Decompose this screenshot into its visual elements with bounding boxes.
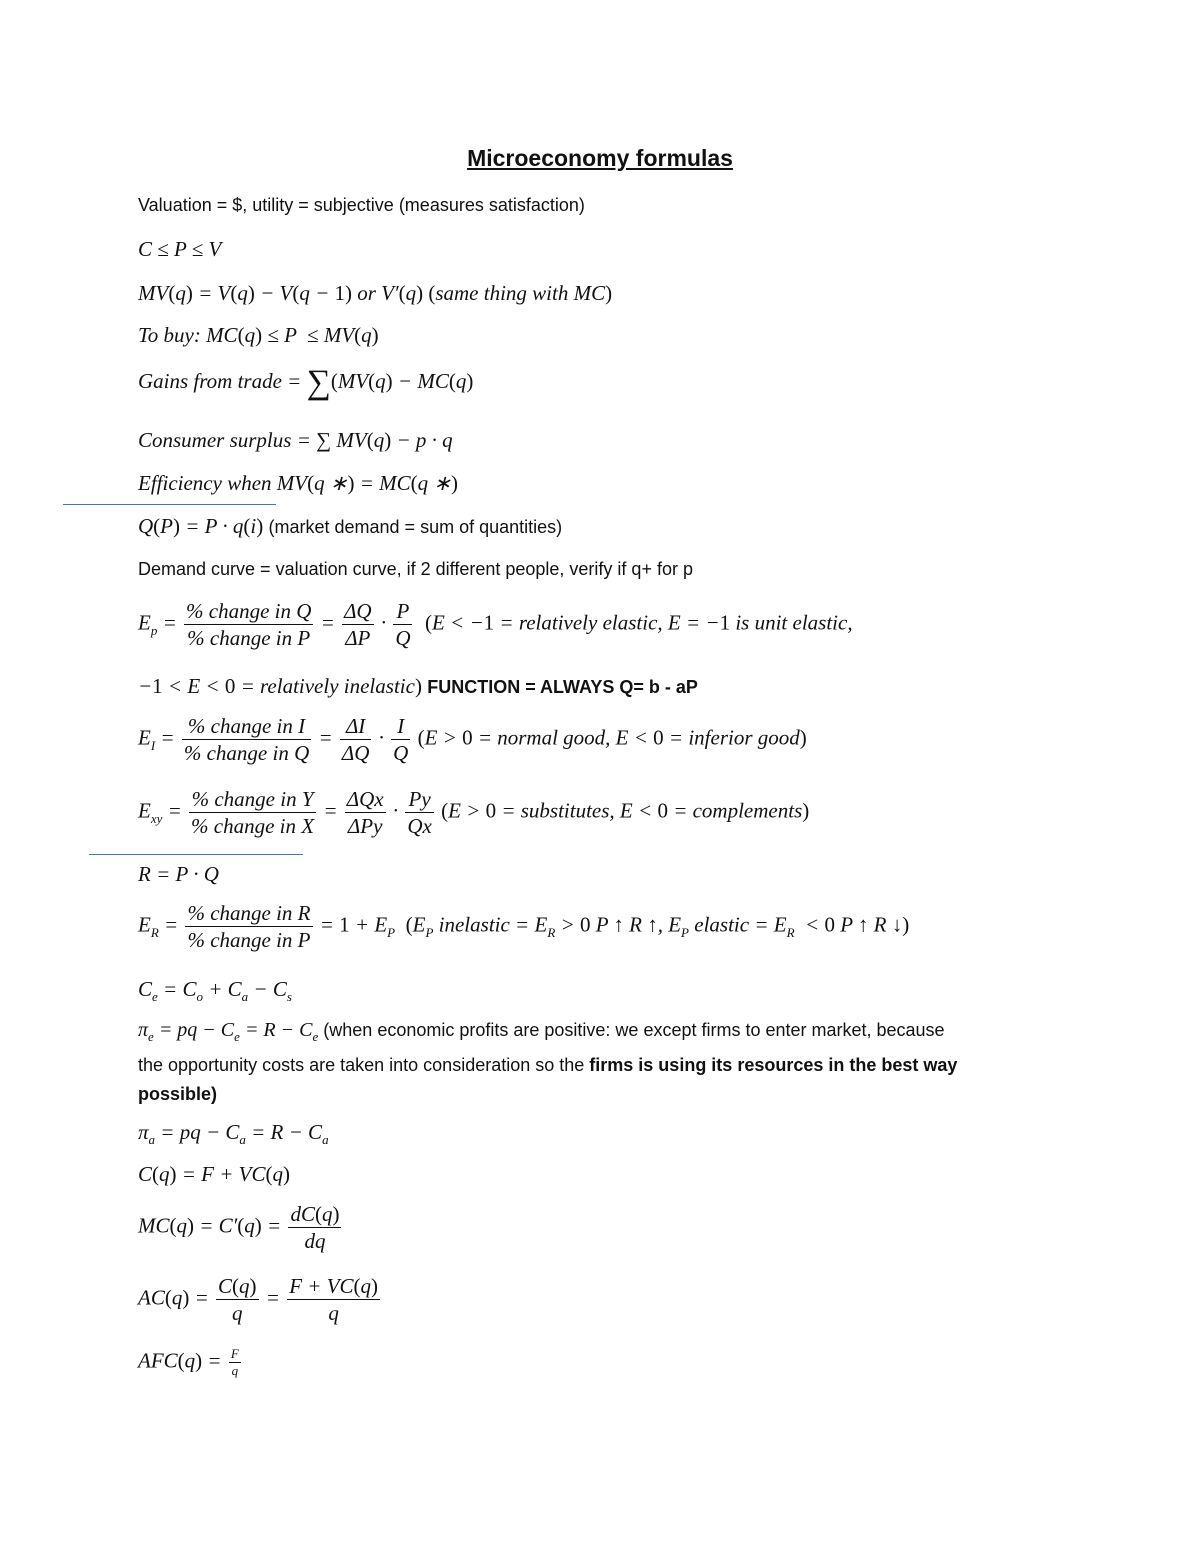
divider-rule xyxy=(89,854,303,855)
formula-marginal-value: MV(q) = V(q) − V(q − 1) or V′(q) (same thing with MC) xyxy=(138,281,613,305)
profit-note-b: the opportunity costs are taken into consideration so the xyxy=(138,1055,590,1075)
formula-price-elasticity: $E_p$ = $\frac{\text{\% change in Q}}{\text{\% change in P}}$ = $\frac{\Delta Q}{\Delta P}$ · $\frac{P}{Q}$ (E < −1 = relatively elastic, E = −1 is unit elastic, xyxy=(138,599,853,651)
formula-efficiency: Efficiency when MV(q ∗) = MC(q ∗) xyxy=(138,471,458,495)
market-demand-note: (market demand = sum of quantities) xyxy=(268,517,563,537)
economic-profit-paragraph: $\pi_e$ = pq − $C_e = R - C_e$ (when economic profits are positive: we except firms to enter market, because the opportunity costs are taken into consideration so the firms is using its resources in the best way possible) xyxy=(138,1019,958,1104)
formula-total-cost: C(q) = F + VC(q) xyxy=(138,1162,291,1186)
formula-revenue: R = P · Q xyxy=(138,862,219,886)
demand-curve-line: Demand curve = valuation curve, if 2 different people, verify if q+ for p xyxy=(138,559,693,579)
formula-average-cost: AC(q) = $\frac{C(q)}{q}$ = $\frac{F + VC(q)}{q}$ xyxy=(138,1274,379,1326)
formula-cross-elasticity: $E_{xy}$ = $\frac{\text{\% change in Y}}{\text{\% change in X}}$ = $\frac{\text{ΔQx}}{\text{ΔPy}}$ · $\frac{Py}{Qx}$ (E > 0 = substitutes, E < 0 = complements) xyxy=(138,787,810,839)
formula-economic-cost: $C_e = C_o + C_a - C_s$ xyxy=(138,977,292,1005)
formula-cost-price-value: C ≤ P ≤ V xyxy=(138,237,222,261)
profit-note-a: (when economic profits are positive: we except firms to enter market, because xyxy=(323,1020,945,1040)
page-title: Microeconomy formulas xyxy=(467,145,733,171)
formula-gains-from-trade: Gains from trade = ∑(MV(q) − MC(q) xyxy=(138,364,474,401)
formula-revenue-elasticity: $E_R$ = $\frac{\text{\% change in R}}{\text{\% change in P}}$ = $1 + E_P$ ($E_P$ inelastic = $E_R > 0$ P ↑ R ↑, $E_P$ elastic = $E_R < 0$ P ↑ R ↓) xyxy=(138,901,910,953)
formula-to-buy: To buy: MC(q) ≤ P ≤ MV(q) xyxy=(138,323,379,347)
formula-average-fixed-cost: AFC(q) = $\frac{F}{q}$ xyxy=(138,1346,239,1379)
formula-income-elasticity: $E_I$ = $\frac{\text{\% change in I}}{\text{\% change in Q}}$ = $\frac{\Delta I}{\Delta Q}$ · $\frac{I}{Q}$ (E > 0 = normal good, E < 0 = inferior good) xyxy=(138,714,807,766)
profit-note-c: possible) xyxy=(138,1084,218,1104)
profit-note-bold: firms is using its resources in the best way xyxy=(589,1055,958,1075)
divider-rule xyxy=(63,504,276,505)
valuation-line: Valuation = $, utility = subjective (measures satisfaction) xyxy=(138,195,585,215)
formula-accounting-profit: $\pi_a$ = pq − $C_a = R - C_a$ xyxy=(138,1120,329,1148)
formula-inelastic-range: −1 < E < 0 = relatively inelastic) FUNCTION = ALWAYS Q= b - aP xyxy=(138,674,698,698)
function-note: FUNCTION = ALWAYS Q= b - aP xyxy=(427,677,698,697)
formula-market-demand: Q(P) = P · q(i) (market demand = sum of quantities) xyxy=(138,514,563,538)
formula-consumer-surplus: Consumer surplus = ∑ MV(q) − p · q xyxy=(138,428,453,452)
sum-symbol: ∑ xyxy=(306,364,331,401)
formula-marginal-cost: MC(q) = C′(q) = $\frac{dC(q)}{dq}$ xyxy=(138,1202,340,1254)
